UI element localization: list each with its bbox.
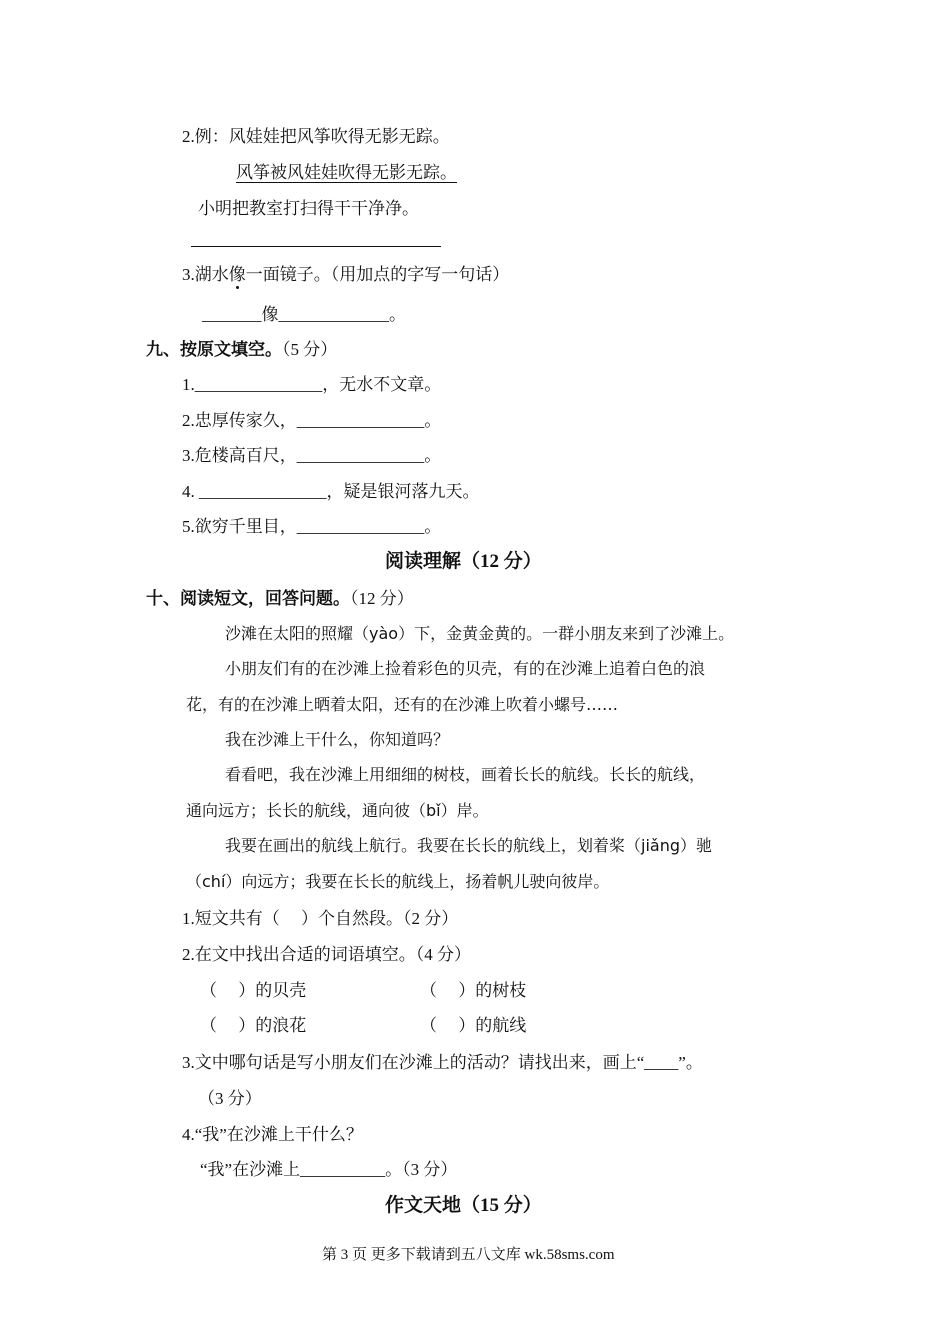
q10-2-fill: （ ）的浪花	[200, 1016, 307, 1035]
passage-line: 通向远方；长长的航线，通向彼（bǐ）岸。	[186, 801, 489, 820]
q10-4-answer-prefix: “我”在沙滩上	[200, 1160, 301, 1179]
q8-3-answer	[202, 306, 406, 323]
passage-line: 小朋友们有的在沙滩上捡着彩色的贝壳，有的在沙滩上追着白色的浪	[225, 659, 706, 678]
q8-2-prompt: 2.例：风娃娃把风筝吹得无影无踪。	[182, 127, 450, 146]
q10-2: 2.在文中找出合适的词语填空。（4 分）	[182, 945, 471, 964]
passage-line: 我在沙滩上干什么，你知道吗？	[225, 730, 450, 749]
section10-points: （12 分）	[350, 589, 414, 608]
section10-title: 十、阅读短文，回答问题。	[146, 589, 350, 608]
q8-3-middle: 像	[261, 305, 279, 324]
q10-2-fill: （ ）的航线	[420, 1016, 527, 1035]
q10-2-fill: （ ）的贝壳	[200, 981, 307, 1000]
section9-item: 4. _______________，疑是银河落九天。	[182, 482, 480, 501]
section9-item: 5.欲穷千里目，_______________。	[182, 517, 442, 536]
q10-4-answer-suffix: 。（3 分）	[385, 1160, 458, 1179]
passage-line: （chí）向远方；我要在长长的航线上，扬着帆儿驶向彼岸。	[186, 872, 610, 891]
section9-title-line	[146, 341, 337, 358]
q10-3: 3.文中哪句话是写小朋友们在沙滩上的活动？请找出来，画上“____”。	[182, 1053, 703, 1072]
reading-heading: 阅读理解（12 分）	[385, 551, 542, 572]
section9-item: 2.忠厚传家久，_______________。	[182, 411, 442, 430]
q8-2-example-answer: 风筝被风娃娃吹得无影无踪。	[236, 163, 457, 182]
section9-title: 九、按原文填空。	[146, 340, 282, 359]
q10-4: 4.“我”在沙滩上干什么？	[182, 1125, 363, 1144]
q10-3-points: （3 分）	[198, 1089, 262, 1108]
q8-3-suffix: 一面镜子。（用加点的字写一句话）	[245, 265, 510, 284]
q8-3-blank1: _______	[202, 305, 262, 324]
q8-2-sentence: 小明把教室打扫得干干净净。	[198, 199, 419, 218]
passage-line: 我要在画出的航线上航行。我要在长长的航线上，划着桨（jiǎng）驰	[225, 836, 712, 855]
q8-3-blank2: _____________	[278, 305, 389, 324]
q10-2-fill: （ ）的树枝	[420, 981, 527, 1000]
writing-heading: 作文天地（15 分）	[385, 1195, 542, 1216]
passage-line: 沙滩在太阳的照耀（yào）下，金黄金黄的。一群小朋友来到了沙滩上。	[225, 624, 735, 643]
section9-item: 1._______________，无水不文章。	[182, 375, 442, 394]
q10-4-answer	[200, 1161, 457, 1178]
section9-points: （5 分）	[282, 340, 338, 359]
q8-3-prefix: 3.湖水	[182, 265, 229, 284]
q8-3-end: 。	[389, 305, 406, 324]
section10-title-line	[146, 590, 414, 607]
q8-3-prompt	[182, 266, 509, 283]
passage-line: 花，有的在沙滩上晒着太阳，还有的在沙滩上吹着小螺号……	[186, 695, 619, 714]
passage-line: 看看吧，我在沙滩上用细细的树枝，画着长长的航线。长长的航线，	[225, 765, 706, 784]
q10-1: 1.短文共有（ ）个自然段。（2 分）	[182, 909, 459, 928]
q8-2-answer-line	[191, 246, 441, 247]
q8-3-dotted-char: 像	[228, 265, 246, 284]
section9-item: 3.危楼高百尺，_______________。	[182, 446, 442, 465]
q10-4-blank: __________	[300, 1160, 386, 1179]
page-footer: 第 3 页 更多下载请到五八文库 wk.58sms.com	[322, 1247, 615, 1263]
